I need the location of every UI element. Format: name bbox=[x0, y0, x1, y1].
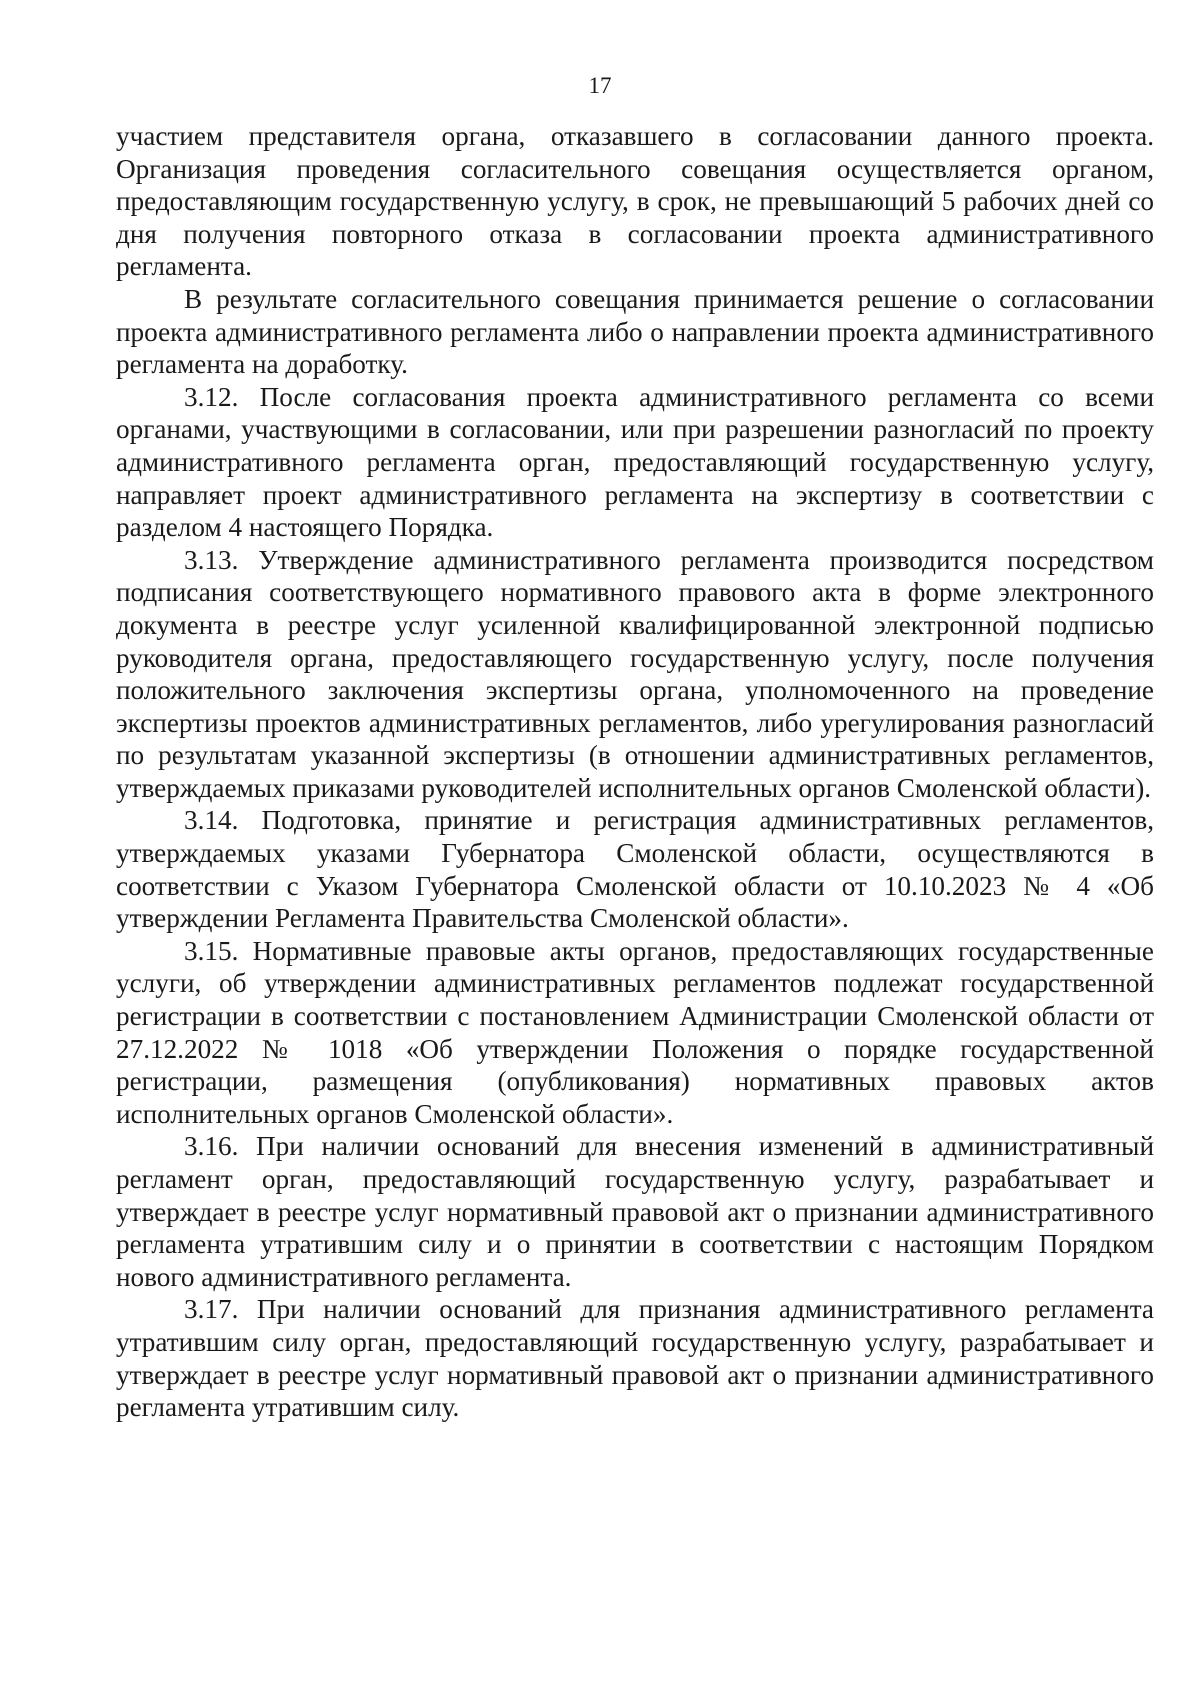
page-number: 17 bbox=[588, 73, 612, 98]
paragraph-conciliation-result: В результате согласительного совещания принимается решение о согласовании проекта административного регламента либо о направлении проекта административного регламента на доработку. bbox=[116, 283, 1154, 380]
paragraph-3-17: 3.17. При наличии оснований для признания административного регламента утратившим силу орган, предоставляющий государственную услугу, разрабатывает и утверждает в реестре услуг нормативный правовой акт о признании административного регламента утратившим силу. bbox=[116, 1294, 1154, 1423]
paragraph-3-12: 3.12. После согласования проекта административного регламента со всеми органами, участвующими в согласовании, или при разрешении разногласий по проекту административного регламента орган, предоставляющий государственную услугу, направляет проект административного регламента на экспертизу в соответствии с разделом 4 настоящего Порядка. bbox=[116, 381, 1154, 543]
paragraph-continuation: участием представителя органа, отказавшего в согласовании данного проекта. Организация проведения согласительного совещания осуществляется органом, предоставляющим государственную услугу, в срок, не превышающий 5 рабочих дней со дня получения повторного отказа в согласовании проекта административного регламента. bbox=[116, 121, 1154, 282]
document-body bbox=[116, 120, 1154, 1424]
paragraph-3-15: 3.15. Нормативные правовые акты органов, предоставляющих государственные услуги, об утверждении административных регламентов подлежат государственной регистрации в соответствии с постановлением Администрации Смоленской области от 27.12.2022 № 1018 «Об утверждении Положения о порядке государственной регистрации, размещения (опубликования) нормативных правовых актов исполнительных органов Смоленской области». bbox=[116, 935, 1154, 1129]
paragraph-3-16: 3.16. При наличии оснований для внесения изменений в административный регламент орган, предоставляющий государственную услугу, разрабатывает и утверждает в реестре услуг нормативный правовой акт о признании административного регламента утратившим силу и о принятии в соответствии с настоящим Порядком нового административного регламента. bbox=[116, 1131, 1154, 1292]
paragraph-3-13: 3.13. Утверждение административного регламента производится посредством подписания соответствующего нормативного правового акта в форме электронного документа в реестре услуг усиленной квалифицированной электронной подписью руководителя органа, предоставляющего государственную услугу, после получения положительного заключения экспертизы органа, уполномоченного на проведение экспертизы проектов административных регламентов, либо урегулирования разногласий по результатам указанной экспертизы (в отношении административных регламентов, утверждаемых приказами руководителей исполнительных органов Смоленской области). bbox=[116, 544, 1154, 803]
paragraph-3-14: 3.14. Подготовка, принятие и регистрация административных регламентов, утверждаемых указами Губернатора Смоленской области, осуществляются в соответствии с Указом Губернатора Смоленской области от 10.10.2023 № 4 «Об утверждении Регламента Правительства Смоленской области». bbox=[116, 805, 1154, 934]
